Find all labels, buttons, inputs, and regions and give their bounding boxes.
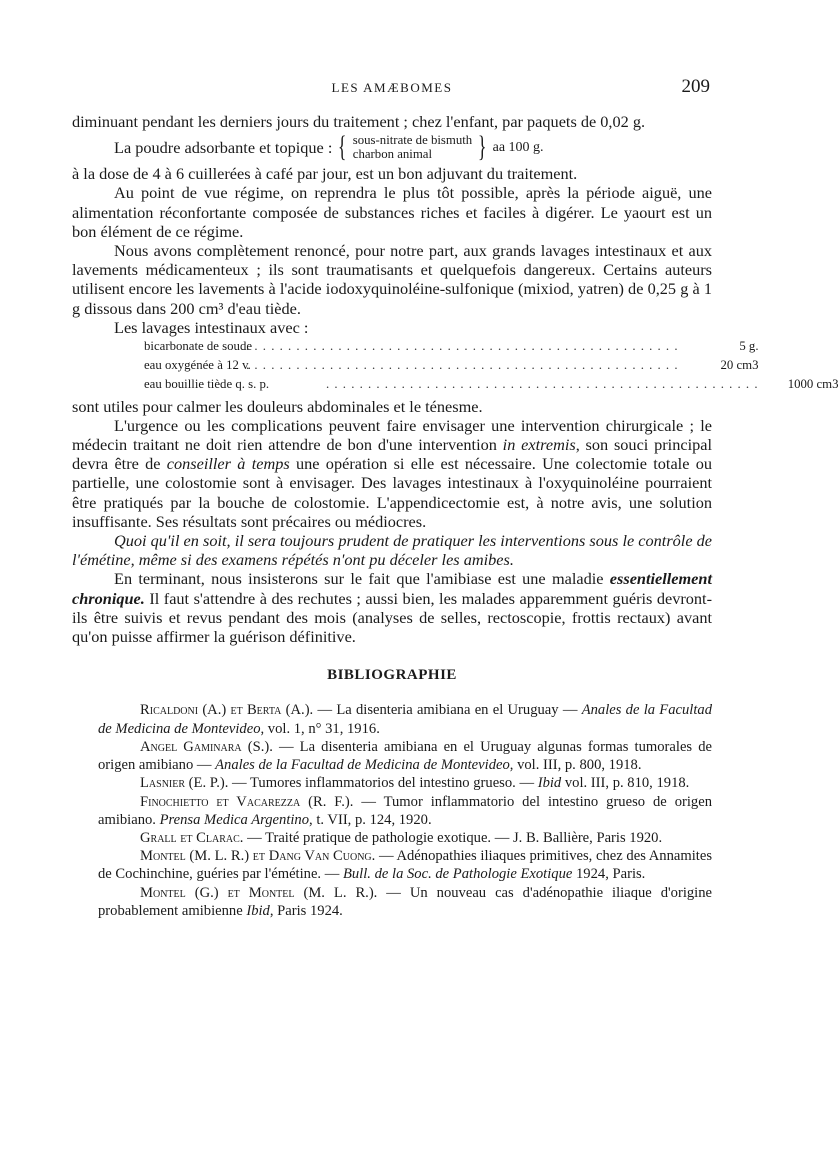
bib-authors: Grall et Clarac. bbox=[140, 829, 244, 846]
paragraph: diminuant pendant les derniers jours du traitement ; chez l'enfant, par paquets de 0,02 g. bbox=[72, 112, 646, 131]
left-brace: { bbox=[338, 130, 347, 164]
recipe-quantity: 5 g. bbox=[739, 339, 759, 354]
bib-rest: vol. III, p. 810, 1918. bbox=[561, 775, 690, 792]
paragraph: à la dose de 4 à 6 cuillerées à café par jour, est un bon adjuvant du traitement. bbox=[72, 164, 578, 184]
recipe-ingredient: eau bouillie tiède q. s. p. bbox=[144, 377, 270, 392]
bibliography-title: BIBLIOGRAPHIE bbox=[327, 667, 457, 684]
text-run: L'urgence ou les complications peuvent faire envisager une intervention chirurgicale ; le médecin traitant ne doit rien attendre de bon d'une intervention bbox=[72, 415, 712, 455]
bib-rest: , Paris 1924. bbox=[269, 902, 343, 919]
bib-text: — Tumor inflammatorio del intestino grueso de origen amibiano. bbox=[98, 793, 712, 828]
bibliography-entry bbox=[72, 847, 712, 883]
bib-source: Ibid bbox=[246, 902, 270, 919]
bib-text: — Adénopathies iliaques primitives, chez des Annamites de Cochinchine, guéries par l'émétine. — bbox=[98, 848, 712, 883]
text-run: Il faut s'attendre à des rechutes ; aussi bien, les malades apparemment guéris devront-ils être suivis et revus pendant des mois (analyses de selles, rectoscopie, frottis rectaux) avant qu'on puisse affirmer la guérison définitive. bbox=[72, 588, 712, 647]
italic-text: Quoi qu'il en soit, il sera toujours prudent de pratiquer les interventions sous le contrôle de l'émétine, même si des examens répétés n'ont pu déceler les amibes. bbox=[72, 531, 712, 570]
bib-authors: Ricaldoni (A.) et Berta (A.). bbox=[140, 702, 314, 719]
recipe-ingredient: eau oxygénée à 12 v. bbox=[144, 358, 251, 373]
body-text bbox=[72, 112, 839, 920]
formula-line bbox=[72, 132, 712, 162]
recipe-heading: Les lavages intestinaux avec : bbox=[114, 317, 309, 337]
bib-source: Anales de la Facultad de Medicina de Montevideo bbox=[98, 702, 712, 737]
paragraph bbox=[72, 569, 712, 646]
paragraph bbox=[72, 531, 712, 569]
page-header bbox=[72, 76, 712, 100]
bib-source: Prensa Medica Argentino bbox=[159, 811, 310, 828]
recipe-row bbox=[72, 356, 759, 375]
leader-dots: . . . . . . . . . . . . . . . . . . . . . . . . . . . . . . . . . . . . . . . . . . . . . . . . . . . . bbox=[326, 377, 759, 392]
recipe-list bbox=[72, 337, 839, 395]
bib-rest: , vol. III, p. 800, 1918. bbox=[509, 757, 642, 774]
bib-authors: Lasnier (E. P.). bbox=[140, 775, 229, 792]
bib-authors: Angel Gaminara (S.). bbox=[140, 738, 273, 755]
bib-rest: 1924, Paris. bbox=[572, 866, 646, 883]
text-run: En terminant, nous insisterons sur le fait que l'amibiase est une maladie bbox=[114, 569, 610, 589]
bib-authors: Montel (M. L. R.) et Dang Van Cuong. bbox=[140, 848, 376, 865]
bib-text: — Tumores inflammatorios del intestino grueso. — bbox=[228, 775, 538, 792]
bib-text: — Traité pratique de pathologie exotique. — J. B. Ballière, Paris 1920. bbox=[243, 829, 663, 846]
text-run: une opération si elle est nécessaire. Une colectomie totale ou partielle, une colostomie sont à envisager. Des lavages intestinaux à l'oxyquinoléine pourraient être pratiqués par la bouche de colostomie. L'appendicectomie est, à notre avis, une solution insuffisante. Ses résultats sont précaires ou médiocres. bbox=[72, 454, 713, 531]
recipe-row bbox=[72, 375, 839, 394]
running-title: LES AMÆBOMES bbox=[331, 80, 453, 95]
italic-text: in extremis bbox=[502, 435, 576, 455]
bib-text: — La disenteria amibiana en el Uruguay algunas formas tumorales de origen amibiano — bbox=[98, 738, 712, 774]
bibliography-entry bbox=[72, 774, 712, 792]
recipe-quantity: 20 cm3 bbox=[720, 358, 759, 373]
bib-authors: Montel (G.) et Montel (M. L. R.). bbox=[140, 884, 378, 901]
bib-text: — Un nouveau cas d'adénopathie iliaque d'origine probablement amibienne bbox=[98, 884, 712, 919]
bibliography-list bbox=[72, 701, 712, 919]
formula-quantity: aa 100 g. bbox=[492, 139, 544, 155]
leader-dots: . . . . . . . . . . . . . . . . . . . . . . . . . . . . . . . . . . . . . . . . . . . . . . . . . . . . bbox=[246, 358, 679, 373]
bibliography-entry bbox=[72, 884, 712, 920]
text-run: , son souci principal devra être de bbox=[72, 435, 712, 474]
formula-item: sous-nitrate de bismuth bbox=[352, 133, 473, 148]
formula-item: charbon animal bbox=[352, 147, 433, 162]
recipe-quantity: 1000 cm3 bbox=[787, 377, 839, 392]
right-brace: } bbox=[478, 130, 487, 164]
paragraph: Nous avons complètement renoncé, pour notre part, aux grands lavages intestinaux et aux lavements médicamenteux ; ils sont traumatisants et quelquefois dangereux. Certains auteurs utilisent encore les lavements à l'acide iodoxyquinoléine-sulfonique (mixiod, yatren) de 0,25 g à 1 g dissous dans 200 cm³ d'eau tiède. bbox=[72, 241, 712, 318]
recipe-row bbox=[72, 337, 759, 356]
recipe-ingredient: bicarbonate de soude bbox=[144, 339, 253, 354]
bibliography-entry bbox=[72, 793, 712, 829]
paragraph: Au point de vue régime, on reprendra le plus tôt possible, après la période aiguë, une alimentation réconfortante composée de substances riches et faciles à digérer. Le yaourt est un bon élément de ce régime. bbox=[72, 183, 712, 241]
paragraph: sont utiles pour calmer les douleurs abdominales et le ténesme. bbox=[72, 396, 483, 416]
bib-rest: , vol. 1, n° 31, 1916. bbox=[260, 720, 380, 737]
bib-source: Bull. de la Soc. de Pathologie Exotique bbox=[342, 866, 573, 883]
bib-source: Anales de la Facultad de Medicina de Montevideo bbox=[215, 757, 510, 774]
bib-source: Ibid bbox=[537, 775, 562, 792]
leader-dots: . . . . . . . . . . . . . . . . . . . . . . . . . . . . . . . . . . . . . . . . . . . . . . . . . . . . bbox=[246, 339, 679, 354]
bold-italic-text: essentiellement chronique. bbox=[72, 569, 712, 608]
bib-rest: , t. VII, p. 124, 1920. bbox=[309, 811, 432, 828]
page-number: 209 bbox=[681, 76, 710, 97]
bibliography-entry bbox=[72, 829, 712, 847]
italic-text: conseiller à temps bbox=[166, 454, 290, 474]
paragraph bbox=[72, 416, 712, 531]
bibliography-entry bbox=[72, 701, 712, 737]
formula-lead: La poudre adsorbante et topique : bbox=[114, 137, 333, 157]
bib-authors: Finochietto et Vacarezza (R. F.). bbox=[140, 793, 354, 810]
formula-items bbox=[353, 133, 472, 161]
bibliography-entry bbox=[72, 738, 712, 774]
bib-text: — La disenteria amibiana en el Uruguay — bbox=[313, 702, 582, 719]
